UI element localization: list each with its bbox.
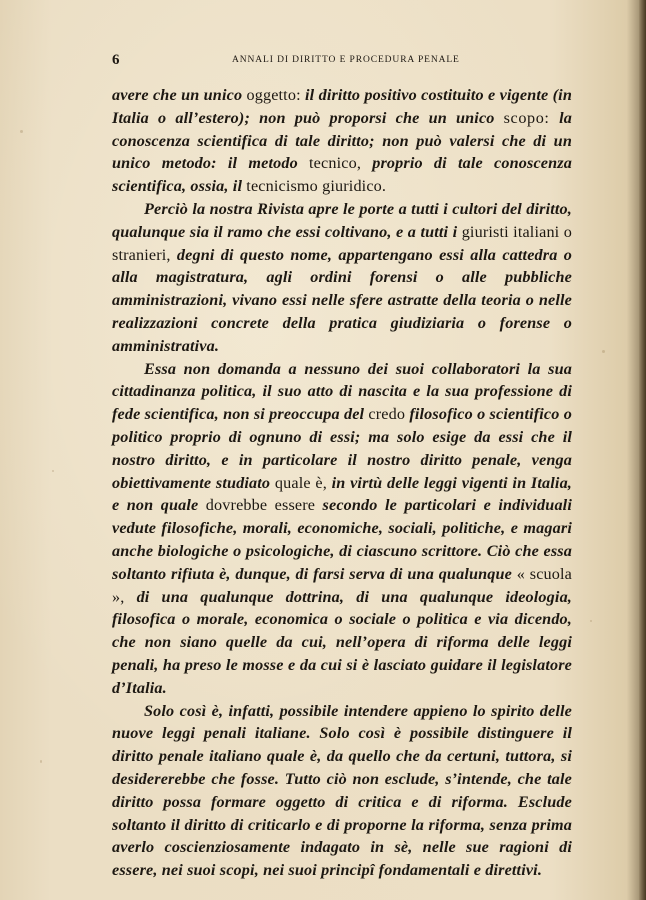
roman-text-run: scopo:	[503, 108, 560, 127]
page-header	[112, 52, 572, 68]
paragraph	[112, 700, 572, 882]
page-edge-shadow	[639, 0, 646, 900]
italic-text-run: il diritto positivo costituito e vigente (in Italia o all’estero); non può proporsi che un unico	[112, 86, 572, 127]
running-title: ANNALI DI DIRITTO E PROCEDURA PENALE	[232, 55, 460, 65]
italic-text-run: filosofico o scientifico o politico proprio di ognuno di essi; ma solo esige da essi che il nostro diritto, e in particolare il nostro diritto penale, venga obiettivamente studiato	[112, 405, 572, 492]
roman-text-run: credo	[368, 405, 410, 424]
paper-speck	[52, 470, 54, 472]
italic-text-run: Solo così è, infatti, possibile intendere appieno lo spirito delle nuove leggi penali italiane. Solo così è possibile distinguere il diritto penale italiano quale è, da quello che da certuni, tuttora, si desidererebbe che fosse. Tutto ciò non esclude, s’intende, che tale diritto possa formare oggetto di critica e di riforma. Esclude soltanto il diritto di criticarlo e di proporne la riforma, senza prima averlo coscienziosamente indagato in sè, nelle sue ragioni di essere, nei suoi scopi, nei suoi principî fondamentali e direttivi.	[112, 701, 572, 880]
roman-text-run: giuristi italiani o stranieri,	[112, 222, 572, 264]
paragraph	[112, 198, 572, 358]
italic-text-run: in virtù delle leggi vigenti in Italia, e non quale	[112, 473, 573, 515]
italic-text-run: avere che un unico	[112, 86, 247, 104]
roman-text-run: oggetto:	[246, 86, 305, 104]
roman-text-run: « scuola »,	[112, 564, 572, 606]
roman-text-run: tecnico,	[309, 154, 373, 173]
paragraph	[112, 358, 572, 700]
italic-text-run: degni di questo nome, appartengano essi alla cattedra o alla magistratura, agli ordini forensi o alle pubbliche amministrazioni, vivano essi nelle sfere astratte della teoria o nelle realizzazioni concrete della pratica giudiziaria o forense o amministrativa.	[112, 245, 573, 355]
italic-text-run: secondo le particolari e individuali vedute filosofiche, morali, economiche, sociali, politiche, e magari anche biologiche o psicologiche, di ciascuno scrittore. Ciò che essa soltanto rifiuta è, dunque, di farsi serva di una qualunque	[112, 496, 572, 583]
paper-speck	[602, 350, 605, 353]
paragraph	[112, 84, 572, 198]
italic-text-run: proprio di tale conoscenza scientifica, ossia, il	[112, 154, 572, 196]
paper-speck	[20, 130, 23, 133]
roman-text-run: quale è,	[274, 473, 332, 492]
paper-speck	[40, 760, 42, 763]
paper-speck	[590, 620, 592, 622]
roman-text-run: dovrebbe essere	[205, 496, 323, 515]
roman-text-run: tecnicismo giuridico.	[246, 177, 387, 196]
italic-text-run: Perciò la nostra Rivista apre le porte a tutti i cultori del diritto, qualunque sia il ramo che essi coltivano, e a tutti i	[112, 199, 572, 241]
body-text	[112, 84, 572, 882]
italic-text-run: la conoscenza scientifica di tale diritto; non può valersi che di un unico metodo: il metodo	[112, 108, 572, 173]
italic-text-run: di una qualunque dottrina, di una qualunque ideologia, filosofica o morale, economica o sociale o politica e via dicendo, che non siano quelle da cui, nell’opera di riforma delle leggi penali, ha preso le mosse e da cui si è lasciato guidare il legislatore d’Italia.	[112, 587, 573, 697]
italic-text-run: Essa non domanda a nessuno dei suoi collaboratori la sua cittadinanza politica, il suo atto di nascita e la sua professione di fede scientifica, non si preoccupa del	[112, 359, 572, 424]
page-number: 6	[112, 52, 120, 68]
